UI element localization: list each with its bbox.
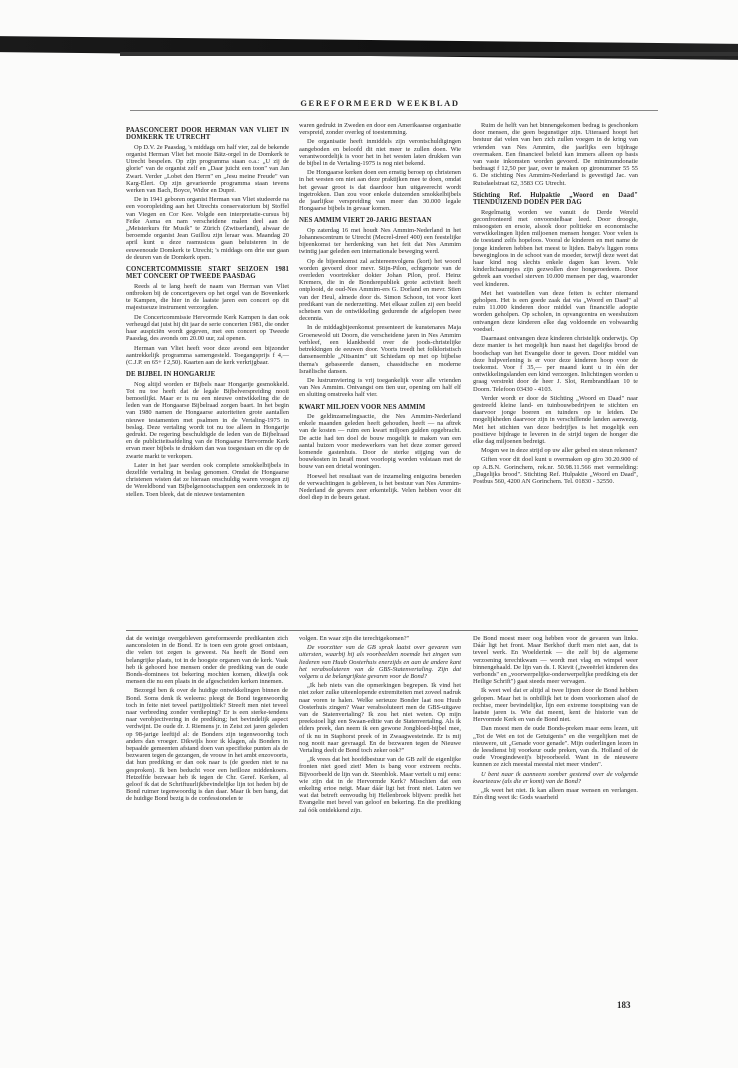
paragraph: Daarnaast ontvangen deze kinderen christelijk onderwijs. Op deze manier is het mogelijk hun naast het dagelijks brood de boodschap van het Evangelie door te geven. Door middel van deze hulpverlening is er voor deze kinderen hoop voor de toekomst. Voor f 35,— per maand kunt u in één der ontwikkelingslanden een kind verzorgen. Inlichtingen worden u graag verstrekt door de heer J. Slot, Rembrandtlaan 10 te Doorn. Telefoon 03430 - 4103.	[473, 335, 638, 393]
column-2	[299, 122, 461, 503]
paragraph: dat de weinige overgebleven gereformeerde predikanten zich aanconsloten in de Bond. Er is toen een grote groei ontstaan, die velen tot zegen is geweest. Na heeft de Bond een belangrijke plaats, tot in de hoogste organen van de kerk. Vaak heb ik gehoord hoe mensen onder de prediking van de oude Bonds-dominees tot bekering mochten komen, dikwijls ook mensen die nu een plaats in de afgescheiden kerken innemen.	[126, 635, 288, 686]
page-header: GEREFORMEERD WEEKBLAD	[300, 98, 460, 108]
paragraph: waren gedrukt in Zweden en door een Amerikaanse organisatie verspreid, zonder overleg of toestemming.	[299, 122, 461, 137]
header-rule	[130, 110, 658, 111]
column-1	[126, 122, 289, 500]
question	[473, 771, 638, 785]
paragraph: De in 1941 geboren organist Herman van Vliet studeerde na een vooropleiding aan het Utrechts conservatorium bij Stoffel van Viegen en Cor Kee. Volgde een interpretatie-cursus bij Feike Asma en nam verscheidene malen deel aan de „Meisterkurs für Musik" te Zürich (Zwitserland), alwaar de beroemde organist Jean Guillou zijn leraar was. Maandag 20 april kunt u deze rasmusicus gaan beluisteren in de eeuwenoude Domkerk te Utrecht; 's middags om drie uur gaan de deuren van de Domkerk open.	[126, 196, 289, 261]
paragraph: Herman van Vliet heeft voor deze avond een bijzonder aantrekkelijk programma samengesteld. Toegangsprijs f 4,— (C.J.P. en 65+ f 2,50). Kaarten aan de kerk verkrijgbaar.	[126, 344, 289, 366]
article-title: DE BIJBEL IN HONGARIJE	[126, 371, 216, 379]
paragraph: „Ik weet het niet. Ik kan alleen maar wensen en verlangen. Eén ding weet ik: Gods waarheid	[473, 787, 638, 802]
paragraph: Op D.V. 2e Paasdag, 's middags om half vier, zal de bekende organist Herman Vliet het mooie Bätz-orgel in de Domkerk te Utrecht bespelen. Op zijn programma staan o.a.: „U zij de glorie" van de organist zelf en „Daar juicht een toon" van Jan Zwart. Verder „Lobet den Herrn" en „Jesu meine Freude" van Karg-Elert. Op zijn gevarieerde programma staan tevens werken van Bach, Boyce, Widor en Dupré.	[126, 143, 289, 195]
paragraph: Bezorgd ben ik over de huidige ontwikkelingen binnen de Bond. Soms denk ik weleens: pleegt de Bond tegenwoordig toch in feite niet teveel partijpolitiek? Streeft men niet teveel naar verbreding zonder verdieping? Er is een sterke-tendens naar verobjectivering in de prediking; het bevindelijk aspect verdwijnt. De oude dr. J. Riemens jr. in Zeist zei jaren geleden op 98-jarige leeftijd al: de Bonders zijn tegenwoordig toch anders dan vroeger. Dikwijls hoor ik klagen, als Bonders in bepaalde gemeenten afstand doen van specifieke punten als de bezwaren tegen de gezangen, de vrouw in het ambt enzovoorts, dat hun prediking er dan ook naar is (de goeden niet te na gesproken). Ik ben beducht voor een heilloze middenkoers. Hetzelfde bezwaar heb ik tegen de Chr. Geref. Kerken, al geloof ik dat de Schriftuurlijkbevindelijke lijn tot heden bij de Bond ruimer tegenwoordig is dan daar. Maar ik ben bang, dat de huidige Bond bezig is de confessionelen te	[126, 687, 289, 803]
section-divider	[126, 630, 638, 631]
paragraph: volgen. En waar zijn die terechtgekomen?"	[299, 635, 410, 642]
article-title: CONCERTCOMMISSIE START SEIZOEN 1981 MET CONCERT OP TWEEDE PAASDAG	[126, 266, 289, 281]
paragraph: Met het vaststellen van deze feiten is echter niemand geholpen. Het is een goede zaak dat via „Woord en Daad" al ruim 11.000 kinderen door middel van financiële adoptie worden geholpen. Op scholen, in opvangcentra en weeshuizen ontvangen deze kinderen elke dag voldoende en volwaardig voedsel.	[473, 289, 638, 333]
article-title: PAASCONCERT DOOR HERMAN VAN VLIET IN DOMKERK TE UTRECHT	[126, 127, 289, 142]
article-title: Stichting Ref. Hulpaktie „Woord en Daad" TIENDUIZEND DODEN PER DAG	[473, 191, 638, 207]
paragraph: „Ik heb niets van die opmerkingen begrepen. Ik vind het niet zeker zulke uiteenlopende extremiteiten met zoveel nadruk naar voren te halen. Welke serieuze Bonder laat nou Huub Oosterhuis zingen? Waar verabsoluteert men de GBS-uitgave van de Statenvertaling? Ik zou het niet weten. Op mijn preekstoel ligt een Swaan-editie van de Statenvertaling. Als ik elders preek, dan neem ik een gewone Jongbloed-bijbel mee, of ik nu in Staphorst preek of in Zwaagwesteinde. Er is mij nog nooit naar gevraagd. En de bezwaren tegen de Nieuwe Vertaling deelt de Bond toch zeker ook?"	[299, 682, 462, 755]
interview-column-3	[473, 635, 638, 803]
question	[299, 644, 461, 680]
paragraph: De geldinzamelingsactie, die Nes Ammim-Nederland enkele maanden geleden heeft gehouden, heeft — na aftrek van de kosten — ruim een kwart miljoen gulden opgebracht. De actie had ten doel de bouw mogelijk te maken van een aantal huizen voor medewerkers van het deze zomer gereed komende gastenhuis. Door de sterke stijging van de bouwkosten in Israël moet voorlopig worden volstaan met de bouw van een drietal woningen.	[299, 412, 461, 471]
question-text: De voorzitter van de GB sprak laatst over gevaren van uitersten, waarbij hij als voorbeelden noemde het zingen van liederen van Huub Oosterhuis enerzijds en aan de andere kant het verabsoluteren van de GBS-Statenvertaling. Zijn dat volgens u de belangrijkste gevaren voor de Bond?	[299, 644, 461, 681]
article-title: NES AMMIM VIERT 20-JARIG BESTAAN	[299, 217, 432, 225]
paragraph: De Concertcommissie Hervormde Kerk Kampen is dan ook verheugd dat juist hij dit jaar de serie concerten 1981, die onder haar auspiciën wordt gegeven, met een concert op Tweede Paasdag, des avonds om 20.00 uur, zal openen.	[126, 313, 289, 343]
paragraph: De Hongaarse kerken doen een ernstig beroep op christenen in het westen om niet aan deze praktijken mee te doen, omdat het gevaar groot is dat daardoor hun uitgaverecht wordt ingetrokken. Dan zou voor enkele duizenden smokkelbijbels de jaarlijkse verspreiding van meer dan 30.000 legale Hongaarse bijbels in gevaar komen.	[299, 169, 461, 213]
paragraph: Op zaterdag 16 mei houdt Nes Ammim-Nederland in het Johannescentrum te Utrecht (Mecrel-dreef 400) een feestelijke bijeenkomst ter herdenking van het feit dat Nes Ammim twintig jaar geleden een internationale beweging werd.	[299, 226, 461, 256]
interview-column-1	[126, 635, 288, 805]
paragraph: Verder wordt er door de Stichting „Woord en Daad" naar gestreefd kleine land- en tuinbouwbedrijven te stichten en daarvoor jonge boeren en tuinders op te leiden. De mogelijkheden daarvoor zijn in verschillende landen aanwezig. Met het stichten van deze bedrijfjes is het mogelijk een positieve bijdrage te leveren in de strijd tegen de honger die elke dag miljoenen bedreigt.	[473, 394, 638, 445]
paragraph: Later in het jaar werden ook complete smokkelbijbels in dezelfde vertaling in beslag genomen. Omdat de Hongaarse christenen wisten dat ze hieraan onschuldig waren vroegen zij de Wereldbond van Bijbelgenootschappen een onderzoek in te stellen. Toen bleek, dat de nieuwe testamenten	[126, 461, 289, 498]
scan-edge-shadow	[120, 52, 738, 56]
paragraph: Mogen we in deze strijd op uw aller gebed en steun rekenen?	[481, 447, 638, 455]
scan-edge-bar	[0, 36, 738, 60]
page-number: 183	[617, 1000, 631, 1010]
paragraph: De Bond moest meer oog hebben voor de gevaren van links. Dáár ligt het front. Maar Berkhof durft men niet aan, dat is teveel werk. En Woelderink — die zelf bij de algemene verzoening terechtkwam — wordt met vlag en wimpel weer binnengehaald. De lijn van ds. I. Kievit („tweeërlei kinderen des verbonds" en „voorwerpelijke-onderwerpelijke prediking eis der Heilige Schrift") gaat steeds meer vervagen.	[473, 635, 638, 686]
column-3	[473, 122, 638, 487]
paragraph: Op de bijeenkomst zal achtereenvolgens (kort) het woord worden gevoerd door mevr. Stijn-Pilon, echtgenote van de overleden voortrekker dokter Johan Pilon, prof. Heinz Kremers, die in de Bondsrepubliek grote activiteit heeft ontplooid, de oud-Nes Ammim-ers G. Dorland en mevr. Stien van der Heul, almede door ds. Simon Schoon, tot voor kort predikant van de nederzetting. Met elkaar zullen zij een beeld schetsen van de ontwikkeling gedurende de afgelopen twee decennia.	[299, 257, 461, 323]
paragraph: Reeds al te lang heeft de naam van Herman van Vliet ontbroken bij de concertgevers op het orgel van de Bovenkerk te Kampen, die hier in de laatste jaren een concert op dit majestueuze instrument verzorgden.	[126, 282, 289, 312]
article-title: KWART MILJOEN VOOR NES AMMIM	[299, 403, 426, 411]
paragraph: De lustrumviering is vrij toegankelijk voor alle vrienden van Nes Ammim. Ontvangst om tien uur, opening om half elf en sluiting omstreeks half vier.	[299, 376, 461, 399]
paragraph: Regelmatig worden we vanuit de Derde Wereld geconfronteerd met onvoorstelbaar leed. Door droogte, misoogsten en ersoie, alsook door politieke en economische verwikkelingen lijden miljoenen mensen honger. Voor velen is de toestand zelfs hopeloos. Vooral de kinderen en met name de jonge kinderen hebben het meest te lijden. Baby's liggen roms bewegingloos in de schoot van de moeder, terwijl deze weet dat haar kind nog slechts enkele dagen kan leven. Vele kinderlichaampjes zijn gezwollen door hongeroedeem. Door gebrek aan voedsel sterven 10.000 mensen per dag, waaronder veel kinderen.	[473, 208, 638, 288]
paragraph: Ruim de helft van het binnengekomen bedrag is geschonken door mensen, die geen begunstiger zijn. Uiteraard hoopt het bestuur dat velen van hen zich zullen voegen in de kring van vrienden van Nes Ammim, die jaarlijks een bijdrage overmaken. Een financieel beleid kan immers alleen op basis van vaste inkomsten worden gevoerd. De minimumdonatie bedraagt f 12,50 per jaar, over te maken op gironummer 55 55 6. De stichting Nes Ammim-Nederland is gevestigd Jac. van Ruisdaelstraat 62, 3583 CG Utrecht.	[473, 122, 638, 187]
paragraph: Hoewel het resultaat van de inzameling enigszins beneden de verwachtingen is gebleven, is het bestuur van Nes Ammim-Nederland de gevers zeer erkentelijk. Velen hebben voor dit doel diep in de beurs getast.	[299, 472, 461, 502]
paragraph: Ik weet wel dat er altijd al twee lijnen door de Bond hebben gelopen. Maar het is onbillijk het te doen voorkomen alsof de rechtse, meer bevindelijke, lijn een extreme toespitsing van de laatste jaren is. Wie dat meent, kent de historie van de Hervormde Kerk en van de Bond niet.	[473, 687, 638, 724]
paragraph: De organisatie heeft inmiddels zijn verontschuldigingen aangeboden en beloofd dit niet meer te zullen doen. Wie verantwoordelijk is voor het in het westen laten drukken van de bijbel in de Vertaling-1975 is nog niet bekend.	[299, 138, 461, 168]
paragraph: In de middagbijeenkomst presenteert de kunstenares Maja Groenewold uit Doorn, die verscheidene jaren in Nes Ammim verbleef, een klankbeeld over de joods-christelijke betrekkingen de eeuwen door. Voorts treedt het folkloristisch dansensemble „Nitsanim" uit Schiedam op met op bijbelse thema's gebaseerde dansen, chassidische en moderne Israëlische dansen.	[299, 324, 461, 375]
question-text: U bent naar ik aanneem somber gestemd over de volgende kwarteeuw (als die er komt) van de Bond?	[473, 770, 638, 785]
paragraph: Dan moest men de oude Bonds-preken maar eens lezen, uit „Tot de Wet en tot de Getuigenis" en die vergelijken met de nieuwere, uit „Genade voor genade". Mijn ouderlingen lezen in de leesdienst bij voorkeur oude preken, van ds. Holland of de oude Vroegindeweij's bijvoorbeeld. Want in de nieuwere kunnen ze zich meestal meestal niet meer vinden".	[473, 725, 638, 769]
paragraph: Giften voor dit doel kunt u overmaken op giro 30.20.900 of op A.B.N. Gorinchem, rek.nr. 50.98.11.566 met vermelding: „Dagelijks brood". Stichting Ref. Hulpaktie „Woord en Daad", Postbus 560, 4200 AN Gorinchem. Tel. 01830 - 32550.	[473, 456, 638, 485]
paragraph: Nog altijd worden er Bijbels naar Hongarije gesmokkeld. Tot nu toe heeft dat de legale Bijbelverspreiding nooit bemoeilijkt. Maar er is nu een nieuwe ontwikkeling die de leden van de Hongaarse Bijbelraad zorgen baart. In het begin van 1980 namen de Hongaarse autoriteiten grote aantallen nieuwe testamenten met psalmen in de Vertaling-1975 in beslag. Deze vertaling wordt tot nu toe alleen in Hongarije gedrukt. De regering beschuldigde de leden van de Bijbelraad en de publiciteitsafdeling van de Hongaarse Hervormde Kerk ervan meer bijbels te drukken dan was toegestaan en die op de zwarte markt te verkopen.	[126, 380, 289, 460]
interview-column-2	[299, 635, 461, 816]
paragraph: „Ik vrees dat het hoofdbestuur van de GB zelf de eigenlijke fronten niet goed ziet! Men is bang voor extreem rechts. Bijvoorbeeld de lijn van dr. Steenblok. Maar vertelt u mij eens: wie zijn dat in de Hervormde Kerk? Misschien dat een enkeling ertoe neigt. Maar dáár ligt het front niet. Laten we wat dat betreft eenvoudig bij Hellenbroek blijven: predik het Evangelie met bevel van geloof en bekering. En die prediking zal óók ontdekkend zijn.	[299, 756, 461, 814]
